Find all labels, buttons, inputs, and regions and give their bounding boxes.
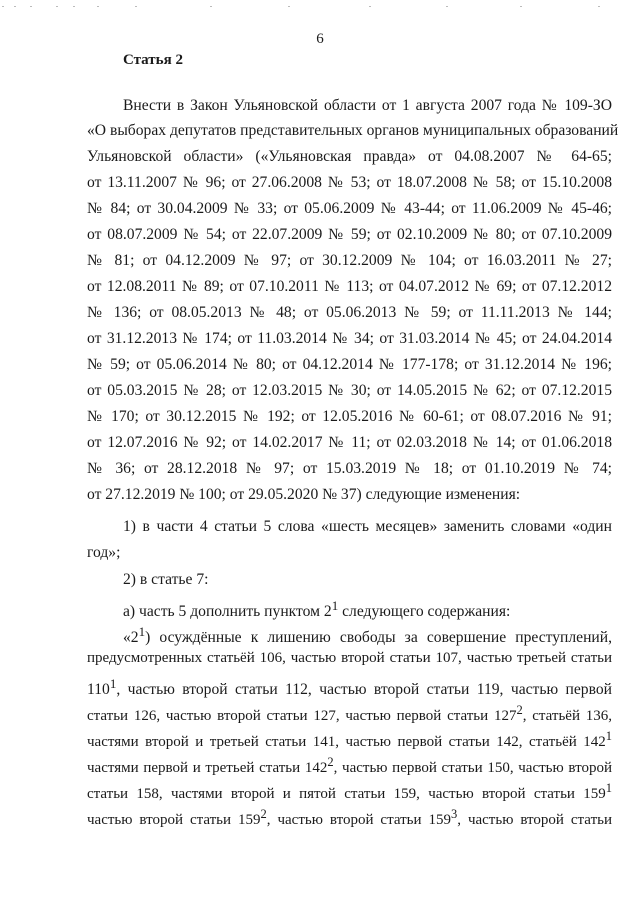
text-line: 1) в части 4 статьи 5 слова «шесть месяцев» заменить словами «один xyxy=(123,518,612,535)
text-line: частью второй статьи $159^2$, частью второй статьи $159^3$, частью второй статьи xyxy=(87,807,612,828)
text-line: «О выборах депутатов представительных органов муниципальных образований xyxy=(87,122,619,139)
text-line: год»; xyxy=(87,544,121,561)
text-line: Ульяновской области» («Ульяновская правда» от 04.08.2007 № 64-65; xyxy=(87,148,612,165)
scan-artifact xyxy=(0,6,640,12)
text-line: от 12.08.2011 № 89; от 07.10.2011 № 113; от 04.07.2012 № 69; от 07.12.2012 xyxy=(87,278,612,295)
text-line: от 12.07.2016 № 92; от 14.02.2017 № 11; от 02.03.2018 № 14; от 01.06.2018 xyxy=(87,434,612,451)
text-line: № 36; от 28.12.2018 № 97; от 15.03.2019 № 18; от 01.10.2019 № 74; xyxy=(87,460,612,477)
text-line: «$2^1$) осуждённые к лишению свободы за совершение преступлений, xyxy=(123,624,612,647)
text-line: № 59; от 05.06.2014 № 80; от 04.12.2014 № 177-178; от 31.12.2014 № 196; xyxy=(87,356,612,373)
text-line: предусмотренных статьёй 106, частью второй статьи 107, частью третьей статьи xyxy=(87,650,612,666)
text-line: $110^1$, частью второй статьи 112, частью второй статьи 119, частью первой xyxy=(87,676,612,699)
text-line: от 27.12.2019 № 100; от 29.05.2020 № 37) следующие изменения: xyxy=(87,486,521,503)
text-line: № 136; от 08.05.2013 № 48; от 05.06.2013 № 59; от 11.11.2013 № 144; xyxy=(87,304,612,321)
text-line: а) часть 5 дополнить пунктом $2^1$ следующего содержания: xyxy=(123,598,511,621)
text-line: № 84; от 30.04.2009 № 33; от 05.06.2009 № 43-44; от 11.06.2009 № 45-46; xyxy=(87,200,612,217)
text-line: Внести в Закон Ульяновской области от 1 августа 2007 года № 109-ЗО xyxy=(123,97,612,114)
text-line: частями первой и третьей статьи $142^2$, частью первой статьи 150, частью второй xyxy=(87,755,612,776)
text-line: от 05.03.2015 № 28; от 12.03.2015 № 30; от 14.05.2015 № 62; от 07.12.2015 xyxy=(87,382,612,399)
text-line: от 08.07.2009 № 54; от 22.07.2009 № 59; от 02.10.2009 № 80; от 07.10.2009 xyxy=(87,226,612,243)
text-line: статьи 158, частями второй и пятой статьи 159, частью второй статьи $159^1$ xyxy=(87,781,612,802)
article-heading: Статья 2 xyxy=(123,52,183,68)
text-line: статьи 126, частью второй статьи 127, частью первой статьи $127^2$, статьёй 136, xyxy=(87,703,612,724)
text-line: от 31.12.2013 № 174; от 11.03.2014 № 34; от 31.03.2014 № 45; от 24.04.2014 xyxy=(87,330,612,347)
text-line: 2) в статье 7: xyxy=(123,571,209,588)
text-line: частями второй и третьей статьи 141, частью первой статьи 142, статьёй $142^1$ xyxy=(87,729,612,750)
page-number: 6 xyxy=(316,31,324,47)
text-line: от 13.11.2007 № 96; от 27.06.2008 № 53; от 18.07.2008 № 58; от 15.10.2008 xyxy=(87,174,612,191)
text-line: № 81; от 04.12.2009 № 97; от 30.12.2009 № 104; от 16.03.2011 № 27; xyxy=(87,252,612,269)
text-line: № 170; от 30.12.2015 № 192; от 12.05.2016 № 60-61; от 08.07.2016 № 91; xyxy=(87,408,612,425)
